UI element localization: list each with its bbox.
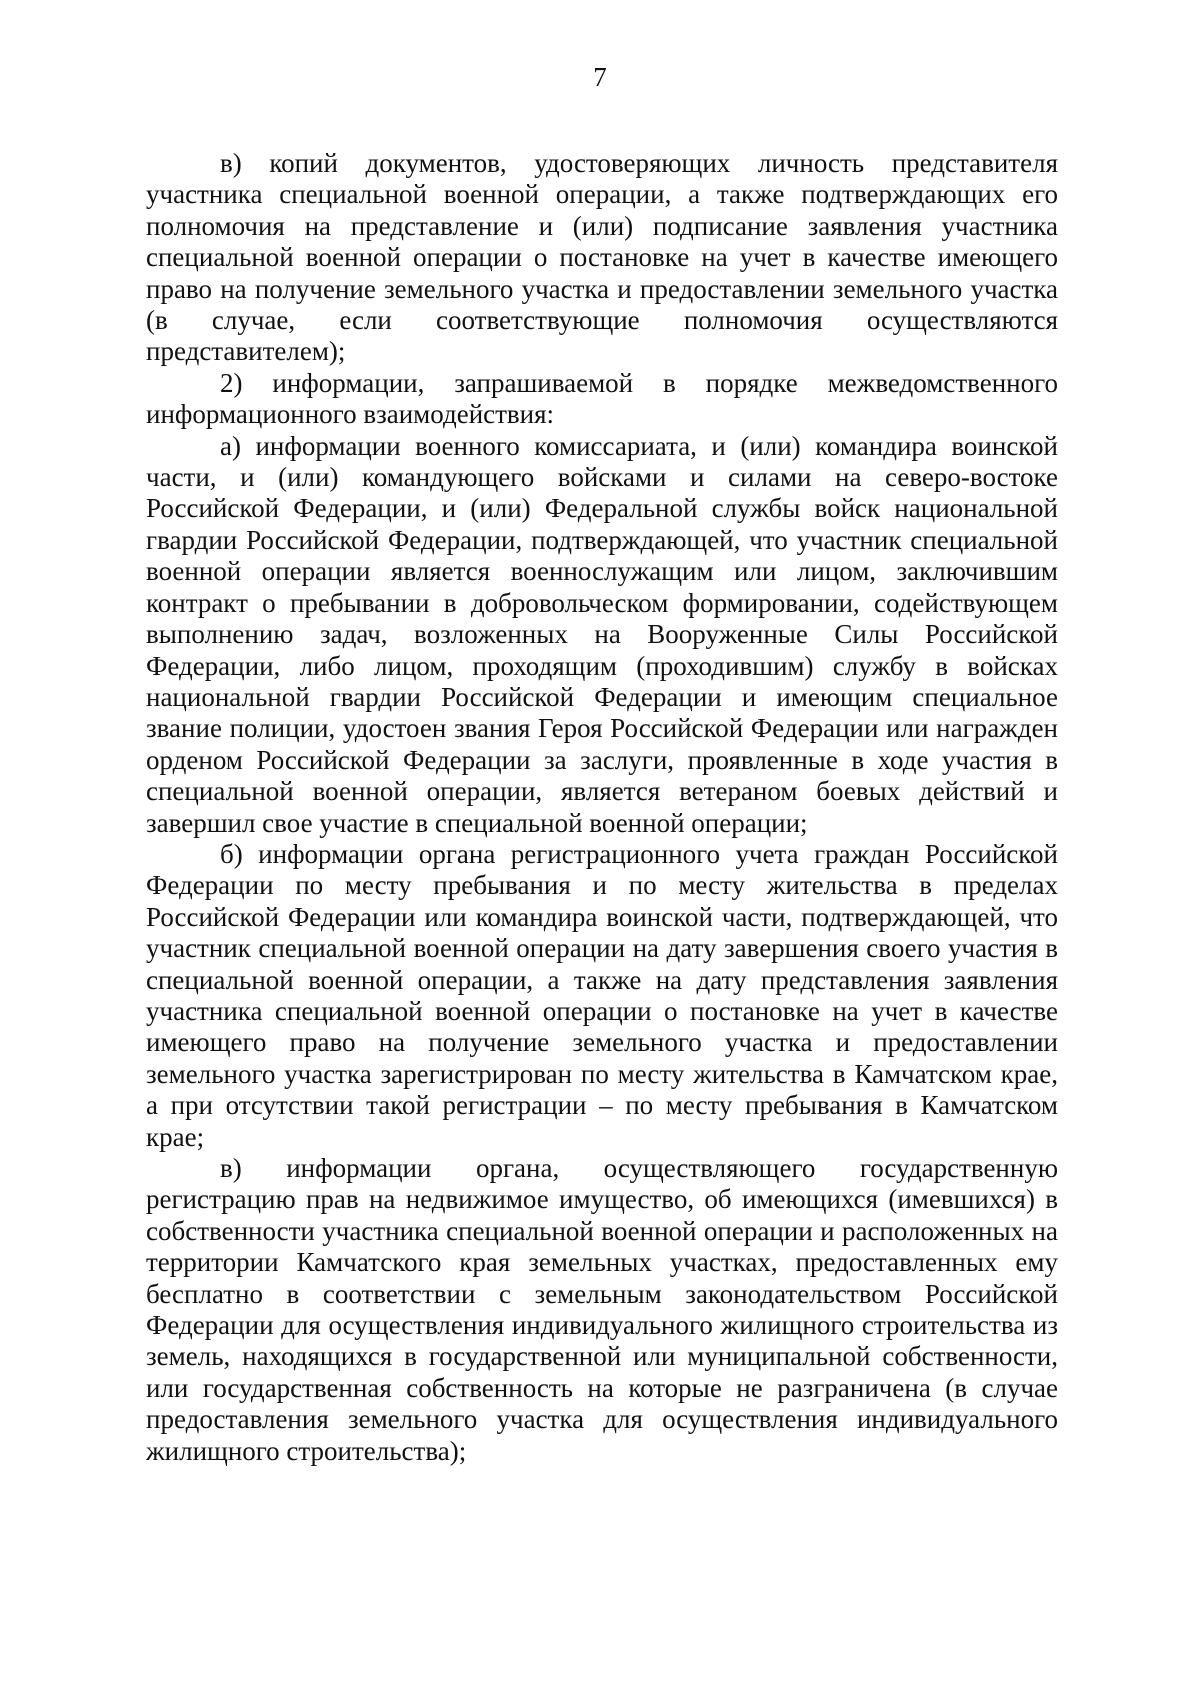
paragraph-a-military-commissariat-information: а) информации военного комиссариата, и (или) командира воинской части, и (или) командующего войсками и силами на северо-востоке Российской Федерации, и (или) Федеральной службы войск национальной гвардии Российской Федерации, подтверждающей, что участник специальной военной операции является военнослужащим или лицом, заключившим контракт о пребывании в добровольческом формировании, содействующем выполнению задач, возложенных на Вооруженные Силы Российской Федерации, либо лицом, проходящим (проходившим) службу в войсках национальной гвардии Российской Федерации и имеющим специальное звание полиции, удостоен звания Героя Российской Федерации или награжден орденом Российской Федерации за заслуги, проявленные в ходе участия в специальной военной операции, является ветераном боевых действий и завершил свое участие в специальной военной операции; <box>146 430 1058 838</box>
paragraph-b-registration-information: б) информации органа регистрационного учета граждан Российской Федерации по месту пребывания и по месту жительства в пределах Российской Федерации или командира воинской части, подтверждающей, что участник специальной военной операции на дату завершения своего участия в специальной военной операции, а также на дату представления заявления участника специальной военной операции о постановке на учет в качестве имеющего право на получение земельного участка и предоставлении земельного участка зарегистрирован по месту жительства в Камчатском крае, а при отсутствии такой регистрации – по месту пребывания в Камчатском крае; <box>146 838 1058 1152</box>
document-body <box>146 148 1058 1467</box>
paragraph-v-copies-of-documents: в) копий документов, удостоверяющих личность представителя участника специальной военной операции, а также подтверждающих его полномочия на представление и (или) подписание заявления участника специальной военной операции о постановке на учет в качестве имеющего право на получение земельного участка и предоставлении земельного участка (в случае, если соответствующие полномочия осуществляются представителем); <box>146 148 1058 367</box>
paragraph-2-interagency-information: 2) информации, запрашиваемой в порядке межведомственного информационного взаимодействия: <box>146 367 1058 430</box>
paragraph-v-property-rights-information: в) информации органа, осуществляющего государственную регистрацию прав на недвижимое имущество, об имеющихся (имевшихся) в собственности участника специальной военной операции и расположенных на территории Камчатского края земельных участках, предоставленных ему бесплатно в соответствии с земельным законодательством Российской Федерации для осуществления индивидуального жилищного строительства из земель, находящихся в государственной или муниципальной собственности, или государственная собственность на которые не разграничена (в случае предоставления земельного участка для осуществления индивидуального жилищного строительства); <box>146 1153 1058 1466</box>
page-number: 7 <box>593 62 607 92</box>
